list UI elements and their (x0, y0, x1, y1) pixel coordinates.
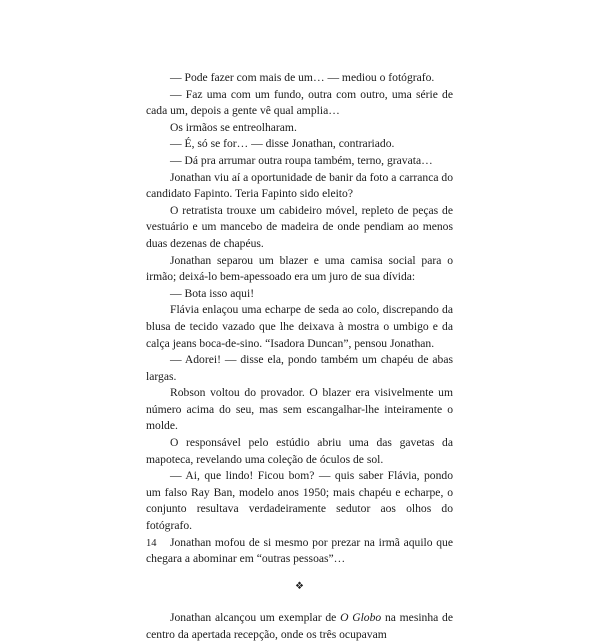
final-paragraph-end: na mesinha de centro da apertada recepção, onde os três ocupavam (146, 611, 453, 641)
book-page-body (146, 70, 453, 644)
paragraph-9: — Bota isso aqui! (170, 286, 255, 300)
paragraph-14: — Ai, que lindo! Ficou bom? — quis saber Flávia, pondo um falso Ray Ban, modelo anos 1950; mais chapéu e echarpe, o conjunto resultava verdadeiramente sedutor aos olhos do fotógrafo. (146, 469, 453, 533)
paragraph-13: O responsável pelo estúdio abriu uma das gavetas da mapoteca, revelando uma coleção de óculos de sol. (146, 436, 453, 466)
newspaper-title: O Globo (340, 611, 382, 625)
paragraph-7: O retratista trouxe um cabideiro móvel, repleto de peças de vestuário e um mancebo de madeira de onde pendiam ao menos duas dezenas de chapéus. (146, 203, 453, 250)
paragraph-6: Jonathan viu aí a oportunidade de banir da foto a carranca do candidato Fapinto. Teria Fapinto sido eleito? (146, 170, 453, 201)
final-paragraph-start: Jonathan alcançou um exemplar de (170, 611, 341, 625)
page-number: 14 (146, 538, 157, 549)
final-paragraph (146, 610, 453, 643)
paragraph-11: — Adorei! — disse ela, pondo também um chapéu de abas largas. (146, 353, 453, 383)
paragraph-12: Robson voltou do provador. O blazer era visivelmente um número acima do seu, mas sem escangalhar-lhe inteiramente o molde. (146, 386, 453, 433)
paragraph-5: — Dá pra arrumar outra roupa também, terno, gravata… (170, 153, 433, 167)
paragraph-2: — Faz uma com um fundo, outra com outro, uma série de cada um, depois a gente vê qual amplia… (146, 87, 453, 118)
paragraph-15: Jonathan mofou de si mesmo por prezar na irmã aquilo que chegara a abominar em “outras pessoas”… (146, 535, 453, 566)
paragraph-4: — É, só se for… — disse Jonathan, contrariado. (170, 137, 395, 151)
paragraph-1: — Pode fazer com mais de um… — mediou o fotógrafo. (170, 71, 435, 84)
paragraph-3: Os irmãos se entreolharam. (170, 120, 297, 134)
paragraph-8: Jonathan separou um blazer e uma camisa social para o irmão; deixá-lo bem-apessoado era um juro de sua dívida: (146, 253, 453, 284)
section-break-ornament-icon: ❖ (295, 580, 304, 592)
paragraph-10: Flávia enlaçou uma echarpe de seda ao colo, discrepando da blusa de tecido vazado que lhe deixava à mostra o umbigo e da calça jeans boca-de-sino. “Isadora Duncan”, pensou Jonathan. (146, 303, 453, 350)
